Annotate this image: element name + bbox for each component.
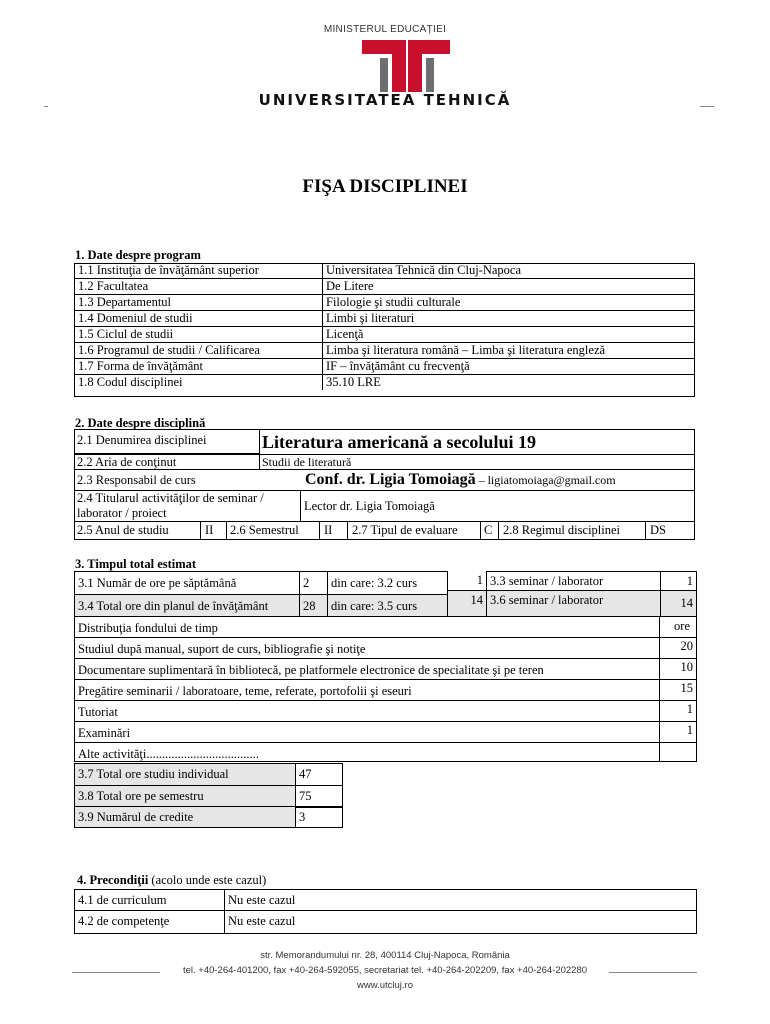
section4-row-value: Nu este cazul: [224, 910, 697, 934]
totals-row-label: 3.8 Total ore pe semestru: [74, 785, 296, 808]
section1-row-value: IF – învăţământ cu frecvenţă: [323, 359, 695, 375]
distrib-row-value: 15: [659, 679, 697, 701]
section1-row-value: Universitatea Tehnică din Cluj-Napoca: [323, 263, 695, 279]
totals-row-label: 3.7 Total ore studiu individual: [74, 763, 296, 786]
divider: [259, 454, 260, 469]
section1-row-label: 1.5 Ciclul de studii: [75, 327, 323, 343]
row31-curs: 1: [447, 571, 487, 591]
semestru-value: II: [324, 523, 333, 537]
section1-row: [75, 375, 695, 391]
footer-divider-right: [609, 972, 697, 973]
section1-row-label: 1.7 Forma de învăţământ: [75, 359, 323, 375]
divider: [74, 521, 695, 522]
university-name: UNIVERSITATEA TEHNICĂ: [258, 91, 512, 109]
section1-row-value: Limba şi literatura română – Limba şi literatura engleză: [323, 343, 695, 359]
distrib-unit: ore: [659, 616, 697, 638]
semestru-label: 2.6 Semestrul: [230, 523, 299, 537]
footer-website[interactable]: www.utcluj.ro: [357, 980, 413, 991]
evaluare-value: C: [484, 523, 493, 537]
section1-heading: 1. Date despre program: [75, 248, 201, 262]
section1-row-value: Limbi şi literaturi: [323, 311, 695, 327]
row34-label: 3.4 Total ore din planul de învăţământ: [74, 594, 300, 617]
row31-sem-label: 3.3 seminar / laborator: [486, 571, 661, 591]
totals-row-value: 75: [295, 785, 343, 808]
section4-heading: [77, 873, 266, 888]
section1-row: [75, 295, 695, 311]
row31-sem: 1: [660, 571, 697, 591]
section1-row-label: 1.3 Departamentul: [75, 295, 323, 311]
section4-row-label: 4.2 de competenţe: [74, 910, 225, 934]
distrib-row-value: 10: [659, 658, 697, 680]
section1-row: [75, 327, 695, 343]
responsabil-value: [305, 470, 616, 490]
section1-row-value: 35.10 LRE: [323, 375, 695, 391]
section4-heading-bold: 4. Precondiţii: [77, 873, 149, 887]
distrib-row-label: Examinări: [74, 721, 660, 743]
titular-label-line1: 2.4 Titularul activităţilor de seminar /: [77, 491, 264, 505]
section1-row: [75, 279, 695, 295]
denumire-value: Literatura americană a secolului 19: [262, 432, 536, 452]
divider: [300, 490, 301, 521]
regim-label: 2.8 Regimul disciplinei: [503, 523, 621, 537]
university-logo-icon: [362, 40, 450, 92]
distrib-row-label: Tutoriat: [74, 700, 660, 722]
row34-sem: 14: [660, 590, 697, 617]
an-label: 2.5 Anul de studiu: [77, 523, 169, 537]
section1-row: [75, 359, 695, 375]
titular-value: Lector dr. Ligia Tomoiagă: [304, 499, 435, 513]
header-divider-left: [44, 106, 48, 107]
an-value: II: [205, 523, 214, 537]
responsabil-name: Conf. dr. Ligia Tomoiagă: [305, 471, 476, 488]
section1-row: [75, 311, 695, 327]
section1-row-value: De Litere: [323, 279, 695, 295]
row31-din-care: din care: 3.2 curs: [327, 571, 448, 595]
distrib-row-value: [659, 742, 697, 762]
section1-row: [75, 343, 695, 359]
arie-label: 2.2 Aria de conţinut: [77, 455, 177, 469]
distrib-label: Distribuţia fondului de timp: [74, 616, 660, 638]
footer-contacts: tel. +40-264-401200, fax +40-264-592055, secretariat tel. +40-264-202209, fax +40-264-202280: [182, 965, 588, 976]
section1-row-label: 1.6 Programul de studii / Calificarea: [75, 343, 323, 359]
arie-value: Studii de literatură: [262, 455, 352, 469]
section2-heading: 2. Date despre disciplină: [75, 416, 206, 430]
section1-row-label: 1.8 Codul disciplinei: [75, 375, 323, 391]
regim-value: DS: [650, 523, 666, 537]
section1-row-label: 1.2 Facultatea: [75, 279, 323, 295]
distrib-row-label: Studiul după manual, suport de curs, bibliografie şi notiţe: [74, 637, 660, 659]
row34-sem-label: 3.6 seminar / laborator: [486, 590, 661, 617]
distrib-row-value: 20: [659, 637, 697, 659]
section1-table: [74, 263, 695, 390]
section1-row-label: 1.1 Instituţia de învăţământ superior: [75, 263, 323, 279]
distrib-row-label: Alte activităţi....................................: [74, 742, 660, 762]
section1-row-value: Licenţă: [323, 327, 695, 343]
responsabil-label: 2.3 Responsabil de curs: [77, 473, 196, 487]
denumire-label: 2.1 Denumirea disciplinei: [74, 429, 260, 454]
footer-address: str. Memorandumului nr. 28, 400114 Cluj-Napoca, România: [260, 950, 510, 961]
section4-row-value: Nu este cazul: [224, 889, 697, 911]
responsabil-email[interactable]: – ligiatomoiaga@gmail.com: [475, 473, 616, 487]
totals-row-label: 3.9 Numărul de credite: [74, 806, 296, 828]
ministry-name: MINISTERUL EDUCAȚIEI: [323, 24, 447, 35]
titular-label-line2: laborator / proiect: [77, 506, 167, 520]
totals-row-value: 47: [295, 763, 343, 786]
section1-row-label: 1.4 Domeniul de studii: [75, 311, 323, 327]
section4-row-label: 4.1 de curriculum: [74, 889, 225, 911]
section4-heading-rest: (acolo unde este cazul): [148, 873, 267, 887]
section1-row: [75, 263, 695, 279]
evaluare-label: 2.7 Tipul de evaluare: [352, 523, 458, 537]
distrib-row-value: 1: [659, 721, 697, 743]
row34-din-care: din care: 3.5 curs: [327, 594, 448, 617]
distrib-row-label: Documentare suplimentară în bibliotecă, pe platformele electronice de specialitate şi pe teren: [74, 658, 660, 680]
row31-value: 2: [299, 571, 328, 595]
section1-row-value: Filologie şi studii culturale: [323, 295, 695, 311]
header-divider-right: [700, 106, 714, 107]
row34-curs: 14: [447, 590, 487, 617]
section3-heading: 3. Timpul total estimat: [75, 557, 197, 571]
row34-value: 28: [299, 594, 328, 617]
titular-label: [77, 491, 264, 521]
document-title: FIŞA DISCIPLINEI: [302, 176, 468, 197]
distrib-row-label: Pregătire seminarii / laboratoare, teme, referate, portofolii şi eseuri: [74, 679, 660, 701]
distrib-row-value: 1: [659, 700, 697, 722]
totals-row-value: 3: [295, 806, 343, 828]
row31-label: 3.1 Număr de ore pe săptămână: [74, 571, 300, 595]
